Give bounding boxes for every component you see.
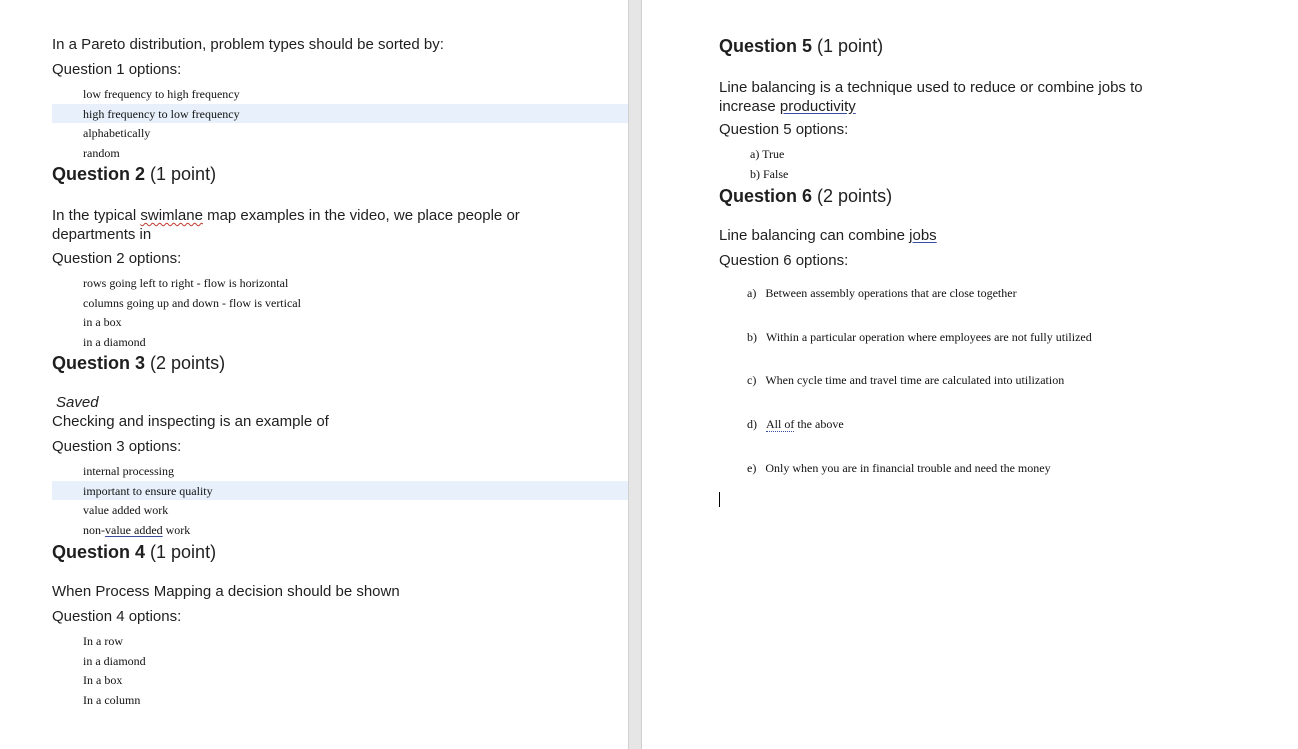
q5-stem-line1: Line balancing is a technique used to reduce or combine jobs to bbox=[719, 79, 1143, 96]
q6-stem bbox=[719, 227, 937, 244]
q6-option-e-letter: e) bbox=[747, 461, 757, 475]
q6-option-c-text: When cycle time and travel time are calculated into utilization bbox=[765, 373, 1065, 387]
q3-stem: Checking and inspecting is an example of bbox=[52, 413, 329, 430]
q2-points: (1 point) bbox=[150, 164, 217, 184]
q3-option-2[interactable]: important to ensure quality bbox=[83, 484, 213, 498]
q5-stem-line2-pre: increase bbox=[719, 98, 780, 115]
q2-stem-swimlane: swimlane bbox=[140, 207, 203, 224]
q6-option-b[interactable] bbox=[747, 330, 1092, 345]
q2-stem-line2: departments in bbox=[52, 226, 152, 243]
q4-option-4[interactable]: In a column bbox=[83, 693, 141, 707]
q6-option-c-letter: c) bbox=[747, 373, 757, 387]
q3-option-4-pre: non- bbox=[83, 523, 105, 537]
left-document-page bbox=[0, 0, 628, 749]
q3-option-1[interactable]: internal processing bbox=[83, 464, 174, 478]
q3-number: Question 3 bbox=[52, 353, 146, 373]
q4-heading bbox=[52, 542, 216, 563]
q6-option-c[interactable] bbox=[747, 373, 1064, 388]
q4-option-1[interactable]: In a row bbox=[83, 634, 123, 648]
q6-option-d-dotted: All of bbox=[766, 417, 795, 431]
q6-option-e-text: Only when you are in financial trouble and need the money bbox=[765, 461, 1051, 475]
q2-stem-post: map examples in the video, we place people or bbox=[202, 207, 520, 224]
q6-points: (2 points) bbox=[817, 186, 893, 206]
q5-options-label: Question 5 options: bbox=[719, 121, 849, 138]
q3-option-3[interactable]: value added work bbox=[83, 503, 169, 517]
q6-option-a[interactable] bbox=[747, 286, 1017, 301]
saved-indicator: Saved bbox=[56, 394, 99, 411]
q3-points: (2 points) bbox=[150, 353, 226, 373]
q2-stem bbox=[52, 206, 520, 244]
q4-number: Question 4 bbox=[52, 542, 146, 562]
q6-option-b-text: Within a particular operation where employees are not fully utilized bbox=[766, 330, 1092, 344]
q5-option-b[interactable]: b) False bbox=[750, 167, 789, 181]
q1-stem: In a Pareto distribution, problem types should be sorted by: bbox=[52, 36, 444, 53]
q2-option-1[interactable]: rows going left to right - flow is horizontal bbox=[83, 276, 289, 290]
q6-option-d-post: the above bbox=[794, 417, 844, 431]
q4-stem: When Process Mapping a decision should be shown bbox=[52, 583, 400, 600]
q3-heading bbox=[52, 353, 225, 374]
q3-option-4-underlined: value added bbox=[105, 523, 163, 537]
q5-stem-productivity: productivity bbox=[779, 98, 856, 115]
q6-option-d[interactable] bbox=[747, 417, 844, 432]
q6-options-label: Question 6 options: bbox=[719, 252, 849, 269]
q2-heading bbox=[52, 164, 216, 185]
q6-option-a-letter: a) bbox=[747, 286, 757, 300]
q1-option-2[interactable]: high frequency to low frequency bbox=[83, 107, 240, 121]
q1-options-label: Question 1 options: bbox=[52, 61, 182, 78]
q5-heading bbox=[719, 36, 883, 57]
q3-option-4-post: work bbox=[162, 523, 191, 537]
q3-options-label: Question 3 options: bbox=[52, 438, 182, 455]
q4-options-label: Question 4 options: bbox=[52, 608, 182, 625]
q5-stem bbox=[719, 78, 1143, 116]
q3-option-4[interactable] bbox=[83, 523, 190, 538]
q5-points: (1 point) bbox=[817, 36, 884, 56]
q6-stem-jobs: jobs bbox=[909, 227, 937, 244]
q1-option-4[interactable]: random bbox=[83, 146, 120, 160]
q5-number: Question 5 bbox=[719, 36, 813, 56]
q5-option-a[interactable]: a) True bbox=[750, 147, 785, 161]
q6-option-b-letter: b) bbox=[747, 330, 757, 344]
q2-options-label: Question 2 options: bbox=[52, 250, 182, 267]
q1-option-3[interactable]: alphabetically bbox=[83, 126, 151, 140]
q6-option-e[interactable] bbox=[747, 461, 1051, 476]
q4-option-3[interactable]: In a box bbox=[83, 673, 123, 687]
q6-stem-pre: Line balancing can combine bbox=[719, 227, 910, 244]
q1-option-1[interactable]: low frequency to high frequency bbox=[83, 87, 240, 101]
q2-stem-pre: In the typical bbox=[52, 207, 141, 224]
text-cursor bbox=[719, 492, 720, 507]
q4-points: (1 point) bbox=[150, 542, 217, 562]
page-gutter bbox=[628, 0, 642, 749]
q6-number: Question 6 bbox=[719, 186, 813, 206]
q6-option-d-letter: d) bbox=[747, 417, 757, 431]
q2-option-2[interactable]: columns going up and down - flow is vertical bbox=[83, 296, 301, 310]
q2-option-3[interactable]: in a box bbox=[83, 315, 122, 329]
q2-number: Question 2 bbox=[52, 164, 146, 184]
right-document-page bbox=[642, 0, 1298, 749]
q4-option-2[interactable]: in a diamond bbox=[83, 654, 146, 668]
q6-heading bbox=[719, 186, 892, 207]
q2-option-4[interactable]: in a diamond bbox=[83, 335, 146, 349]
q6-option-a-text: Between assembly operations that are close together bbox=[765, 286, 1017, 300]
